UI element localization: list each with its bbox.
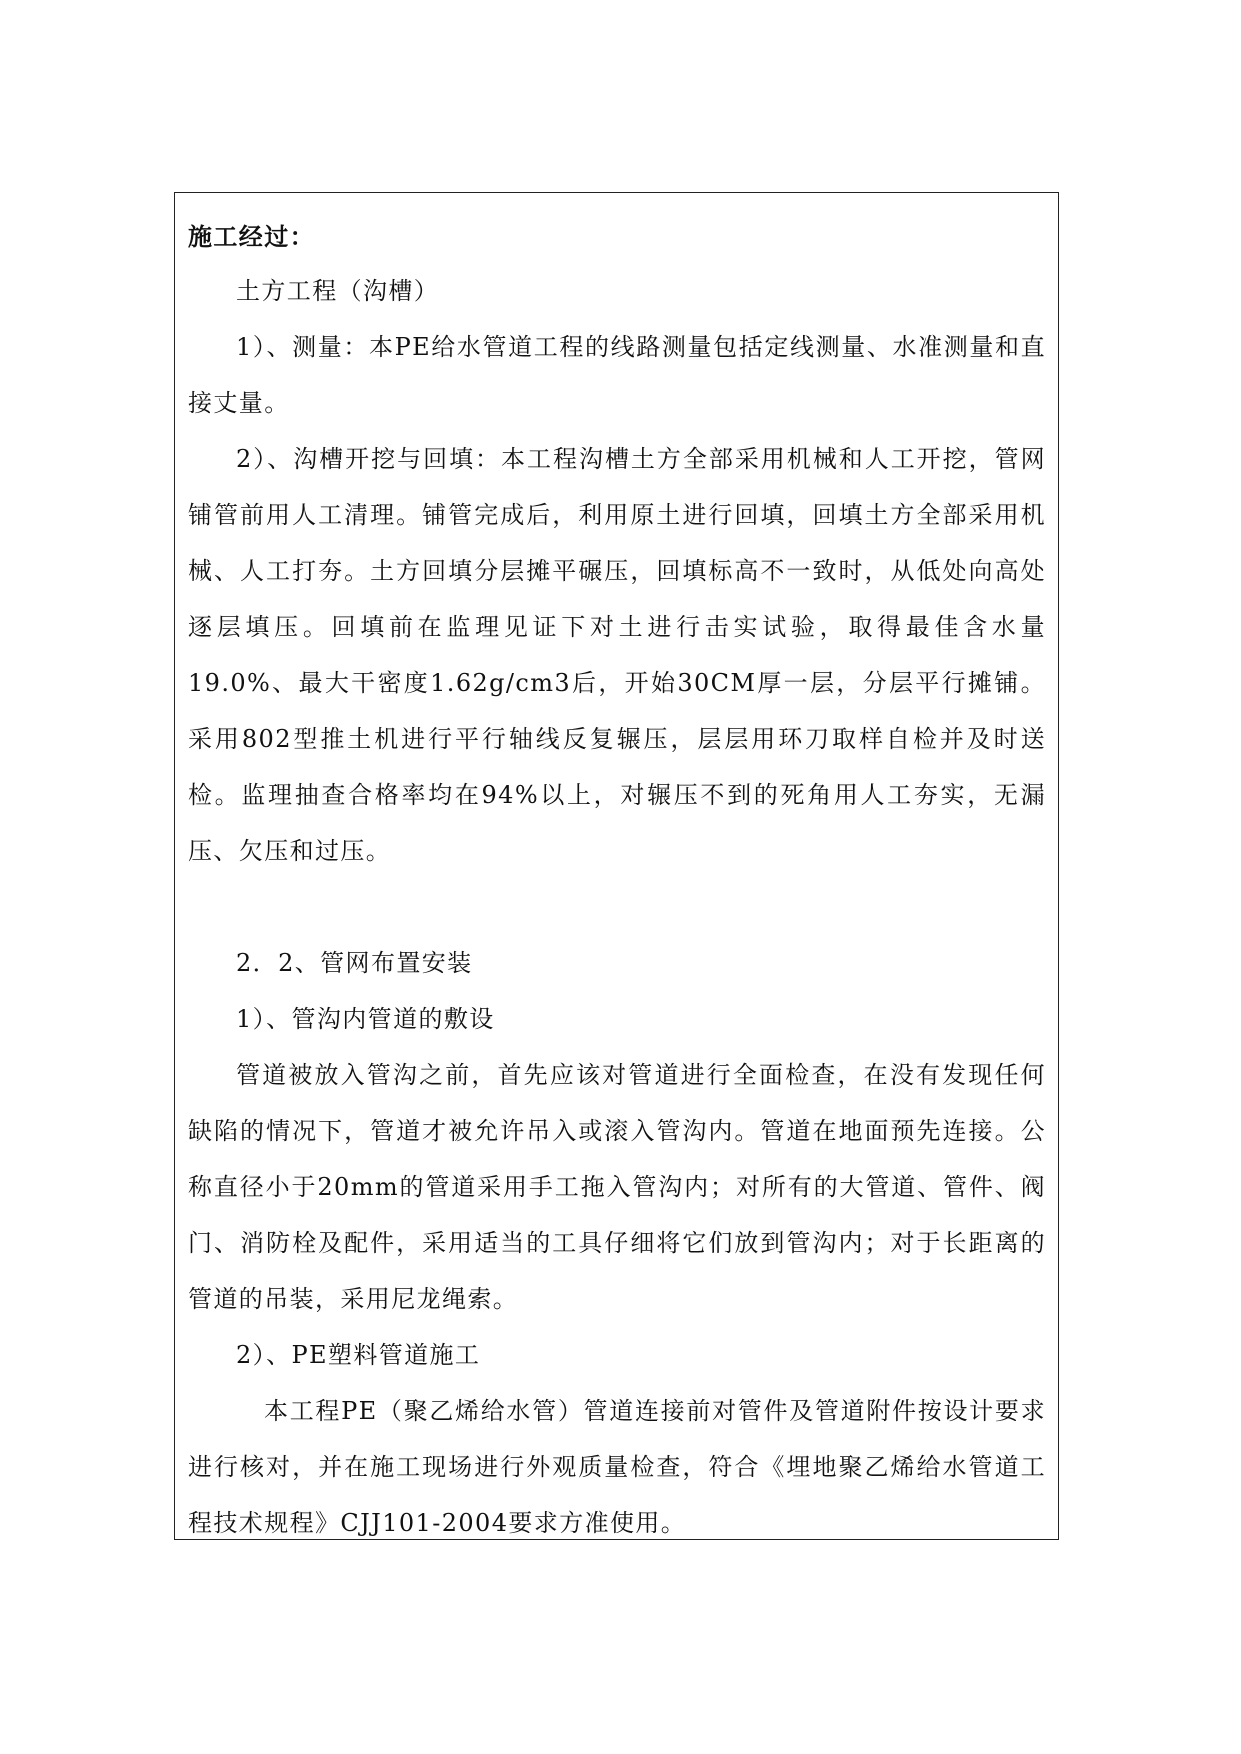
section-heading: 施工经过： — [188, 222, 315, 251]
paragraph-survey: 1）、测量：本PE给水管道工程的线路测量包括定线测量、水准测量和直接丈量。 — [188, 333, 1046, 417]
subsection-pe-construction: 2）、PE塑料管道施工 — [236, 1341, 481, 1369]
paragraph-pe-construction: 本工程PE（聚乙烯给水管）管道连接前对管件及管道附件按设计要求进行核对，并在施工现场进行外观质量检查，符合《埋地聚乙烯给水管道工程技术规程》CJJ101-2004要求方准使用。 — [188, 1397, 1046, 1537]
subsection-pipe-laying: 1）、管沟内管道的敷设 — [236, 1005, 495, 1033]
content-table-cell — [174, 192, 1059, 1540]
subsection-earthwork: 土方工程（沟槽） — [236, 277, 440, 305]
blank-line — [188, 879, 1046, 935]
paragraph-trench-backfill: 2）、沟槽开挖与回填：本工程沟槽土方全部采用机械和人工开挖，管网铺管前用人工清理。铺管完成后，利用原土进行回填，回填土方全部采用机械、人工打夯。土方回填分层摊平碾压，回填标高不一致时，从低处向高处逐层填压。回填前在监理见证下对土进行击实试验，取得最佳含水量19.0%、最大干密度1.62g/cm3后，开始30CM厚一层，分层平行摊铺。采用802型推土机进行平行轴线反复辗压，层层用环刀取样自检并及时送检。监理抽查合格率均在94%以上，对辗压不到的死角用人工夯实，无漏压、欠压和过压。 — [188, 445, 1046, 865]
paragraph-pipe-laying: 管道被放入管沟之前，首先应该对管道进行全面检查，在没有发现任何缺陷的情况下，管道才被允许吊入或滚入管沟内。管道在地面预先连接。公称直径小于20mm的管道采用手工拖入管沟内；对所有的大管道、管件、阀门、消防栓及配件，采用适当的工具仔细将它们放到管沟内；对于长距离的管道的吊装，采用尼龙绳索。 — [188, 1061, 1046, 1313]
subsection-pipe-network: 2．2、管网布置安装 — [236, 949, 473, 977]
